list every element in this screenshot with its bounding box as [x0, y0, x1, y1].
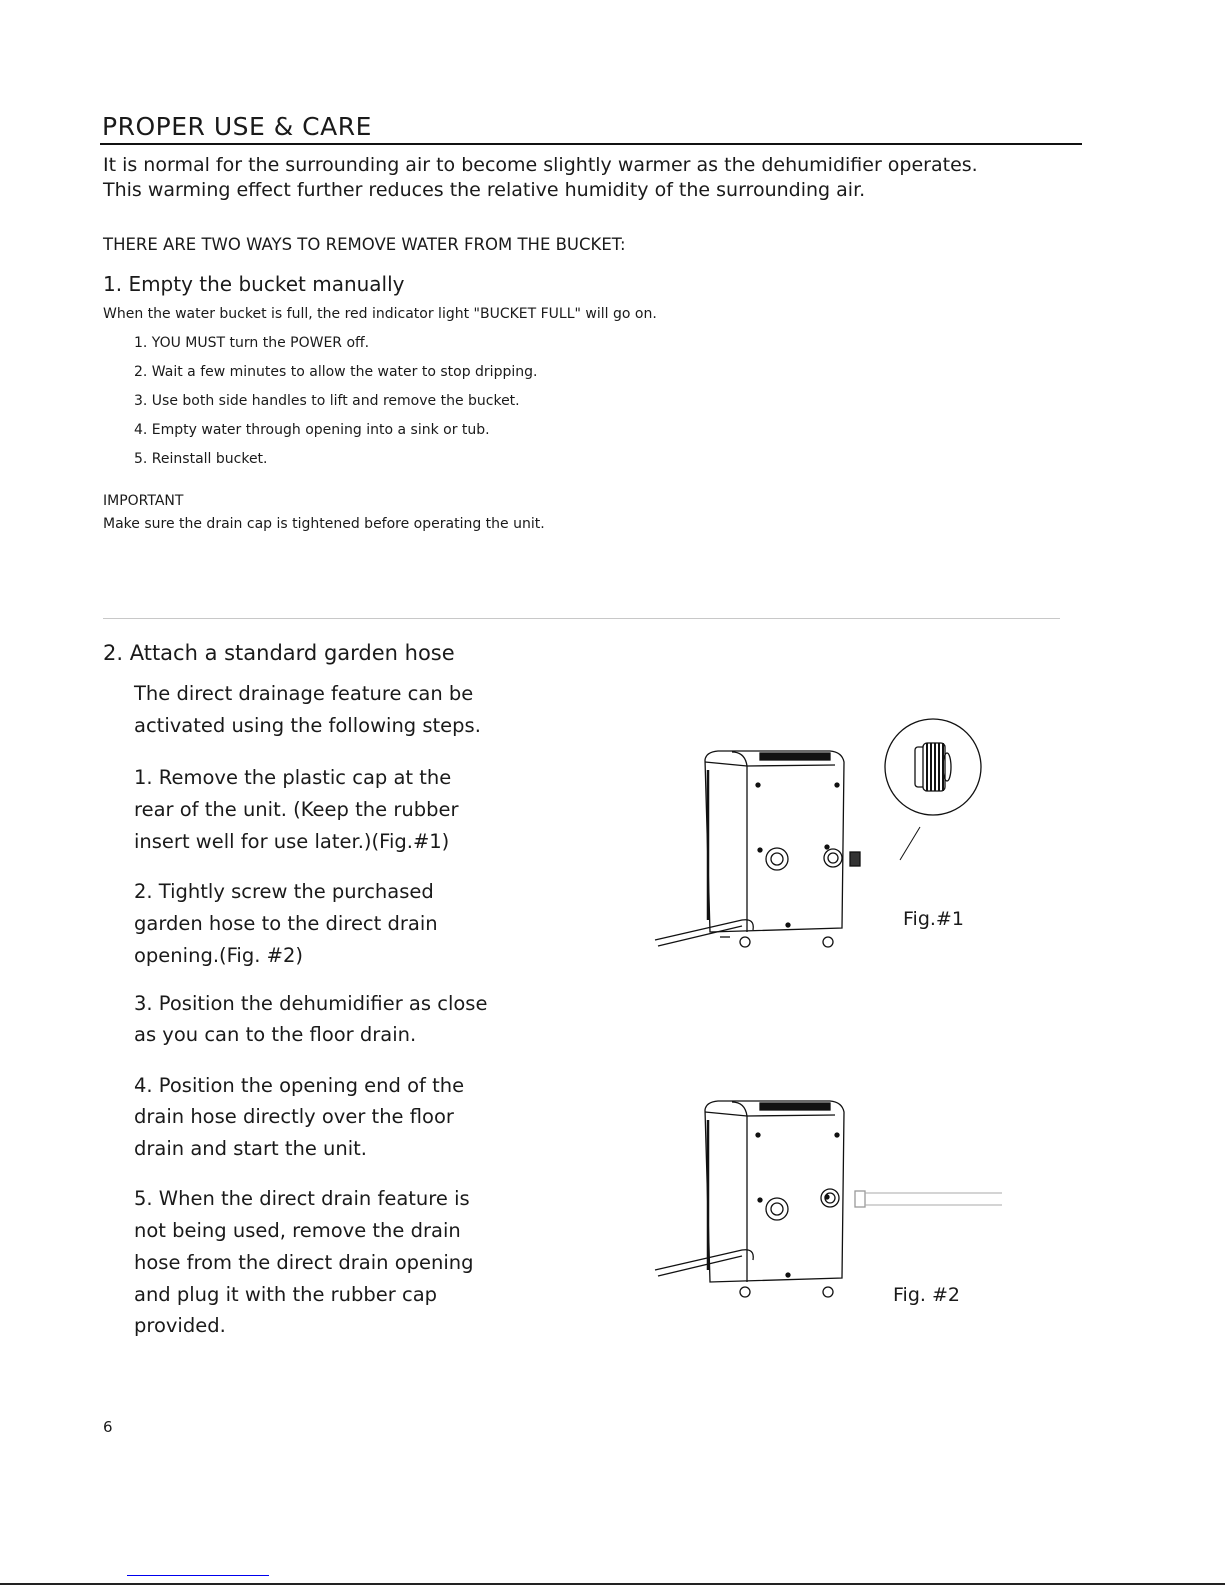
scan-artifact-line: [127, 1575, 269, 1576]
step: 5. Reinstall bucket.: [134, 451, 268, 467]
intro-line: This warming effect further reduces the relative humidity of the surrounding air.: [103, 179, 866, 201]
title-rule: [100, 143, 1082, 145]
section2-line: drain hose directly over the floor: [134, 1105, 454, 1128]
section2-line: 2. Tightly screw the purchased: [134, 880, 434, 903]
figure-2-dehumidifier-illustration: [650, 1090, 1010, 1300]
section2-line: and plug it with the rubber cap: [134, 1283, 438, 1306]
step: 3. Use both side handles to lift and remove the bucket.: [134, 393, 520, 409]
ways-heading: THERE ARE TWO WAYS TO REMOVE WATER FROM THE BUCKET:: [103, 235, 626, 254]
section2-line: drain and start the unit.: [134, 1137, 368, 1160]
intro-line: It is normal for the surrounding air to become slightly warmer as the dehumidifier operates.: [103, 154, 978, 176]
section2-heading: 2. Attach a standard garden hose: [103, 641, 455, 665]
section2-line: 1. Remove the plastic cap at the: [134, 766, 452, 789]
section2-line: as you can to the floor drain.: [134, 1023, 417, 1046]
section2-line: insert well for use later.)(Fig.#1): [134, 830, 450, 853]
section2-line: 4. Position the opening end of the: [134, 1074, 465, 1097]
important-label: IMPORTANT: [103, 493, 184, 509]
page-title: PROPER USE & CARE: [102, 112, 372, 141]
figure-2-caption: Fig. #2: [893, 1284, 960, 1306]
section2-line: opening.(Fig. #2): [134, 944, 303, 967]
figure-1-caption: Fig.#1: [903, 908, 964, 930]
section2-line: garden hose to the direct drain: [134, 912, 438, 935]
section2-line: provided.: [134, 1314, 226, 1337]
step: 1. YOU MUST turn the POWER off.: [134, 335, 370, 351]
section2-line: hose from the direct drain opening: [134, 1251, 474, 1274]
step: 4. Empty water through opening into a sink or tub.: [134, 422, 490, 438]
section2-line: activated using the following steps.: [134, 714, 481, 737]
section2-line: 3. Position the dehumidifier as close: [134, 992, 488, 1015]
page-number: 6: [103, 1418, 113, 1436]
section2-line: not being used, remove the drain: [134, 1219, 461, 1242]
section2-line: 5. When the direct drain feature is: [134, 1187, 470, 1210]
section2-line: The direct drainage feature can be: [134, 682, 474, 705]
section1-heading: 1. Empty the bucket manually: [103, 272, 405, 296]
section-divider: [103, 618, 1060, 619]
important-text: Make sure the drain cap is tightened before operating the unit.: [103, 516, 545, 532]
section1-lead: When the water bucket is full, the red indicator light "BUCKET FULL" will go on.: [103, 306, 657, 322]
section2-line: rear of the unit. (Keep the rubber: [134, 798, 459, 821]
step: 2. Wait a few minutes to allow the water to stop dripping.: [134, 364, 538, 380]
